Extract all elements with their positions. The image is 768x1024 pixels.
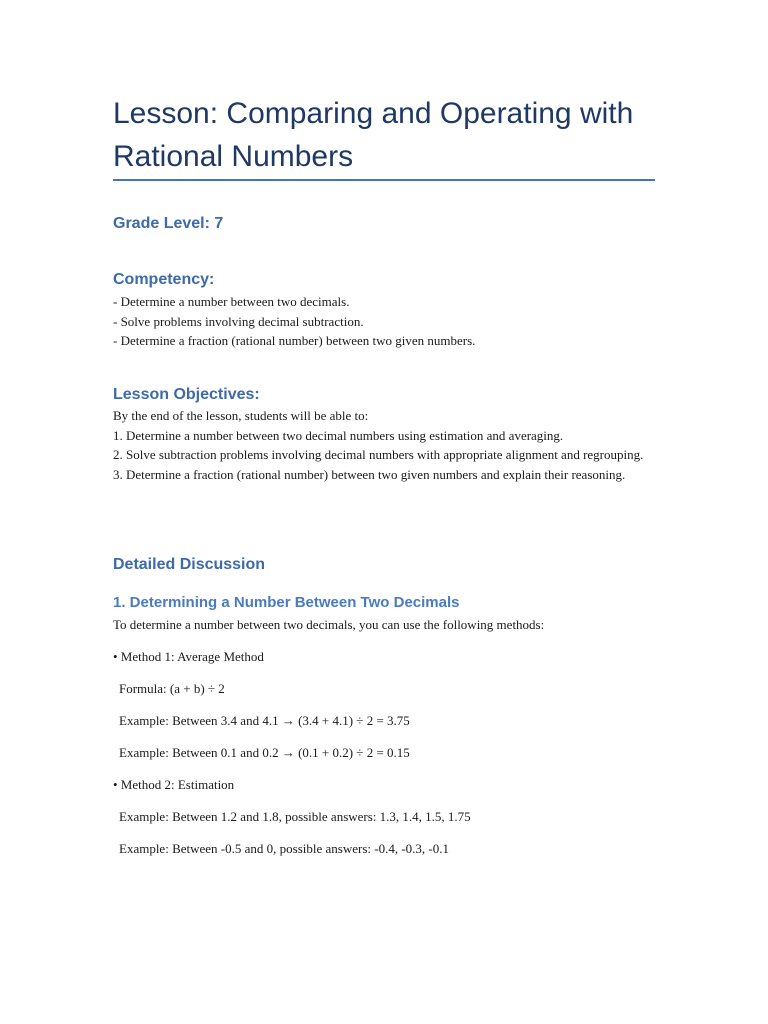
title-divider xyxy=(113,179,655,181)
example-text: Example: Between 3.4 and 4.1 → (3.4 + 4.1) ÷ 2 = 3.75 xyxy=(119,713,410,728)
objectives-intro: By the end of the lesson, students will be able to: xyxy=(113,408,369,423)
competency-list xyxy=(113,292,653,351)
objectives-heading: Lesson Objectives: xyxy=(113,386,260,403)
method-2-bullet: • Method 2: Estimation xyxy=(113,777,235,792)
objective-item: 1. Determine a number between two decimal numbers using estimation and averaging. xyxy=(113,427,564,443)
objective-item: 2. Solve subtraction problems involving decimal numbers with appropriate alignment and regrouping. xyxy=(113,447,644,462)
method-1-bullet: • Method 1: Average Method xyxy=(113,649,264,664)
objectives-list xyxy=(113,406,653,484)
example-text: Example: Between 0.1 and 0.2 → (0.1 + 0.2) ÷ 2 = 0.15 xyxy=(119,745,410,760)
section-1-heading: 1. Determining a Number Between Two Decimals xyxy=(113,594,460,611)
competency-item: - Determine a number between two decimals. xyxy=(113,294,350,309)
example-text: Example: Between 1.2 and 1.8, possible answers: 1.3, 1.4, 1.5, 1.75 xyxy=(119,809,471,824)
formula-text: Formula: (a + b) ÷ 2 xyxy=(119,681,225,696)
competency-item: - Determine a fraction (rational number) between two given numbers. xyxy=(113,333,476,348)
grade-level-heading: Grade Level: 7 xyxy=(113,215,224,232)
competency-heading: Competency: xyxy=(113,271,215,288)
section-1-intro: To determine a number between two decimals, you can use the following methods: xyxy=(113,617,545,632)
objective-item: 3. Determine a fraction (rational number) between two given numbers and explain their reasoning. xyxy=(113,466,626,482)
competency-item: - Solve problems involving decimal subtraction. xyxy=(113,313,364,329)
discussion-heading: Detailed Discussion xyxy=(113,556,266,573)
example-text: Example: Between -0.5 and 0, possible answers: -0.4, -0.3, -0.1 xyxy=(119,841,449,856)
page-title: Lesson: Comparing and Operating with Rational Numbers xyxy=(113,97,634,173)
